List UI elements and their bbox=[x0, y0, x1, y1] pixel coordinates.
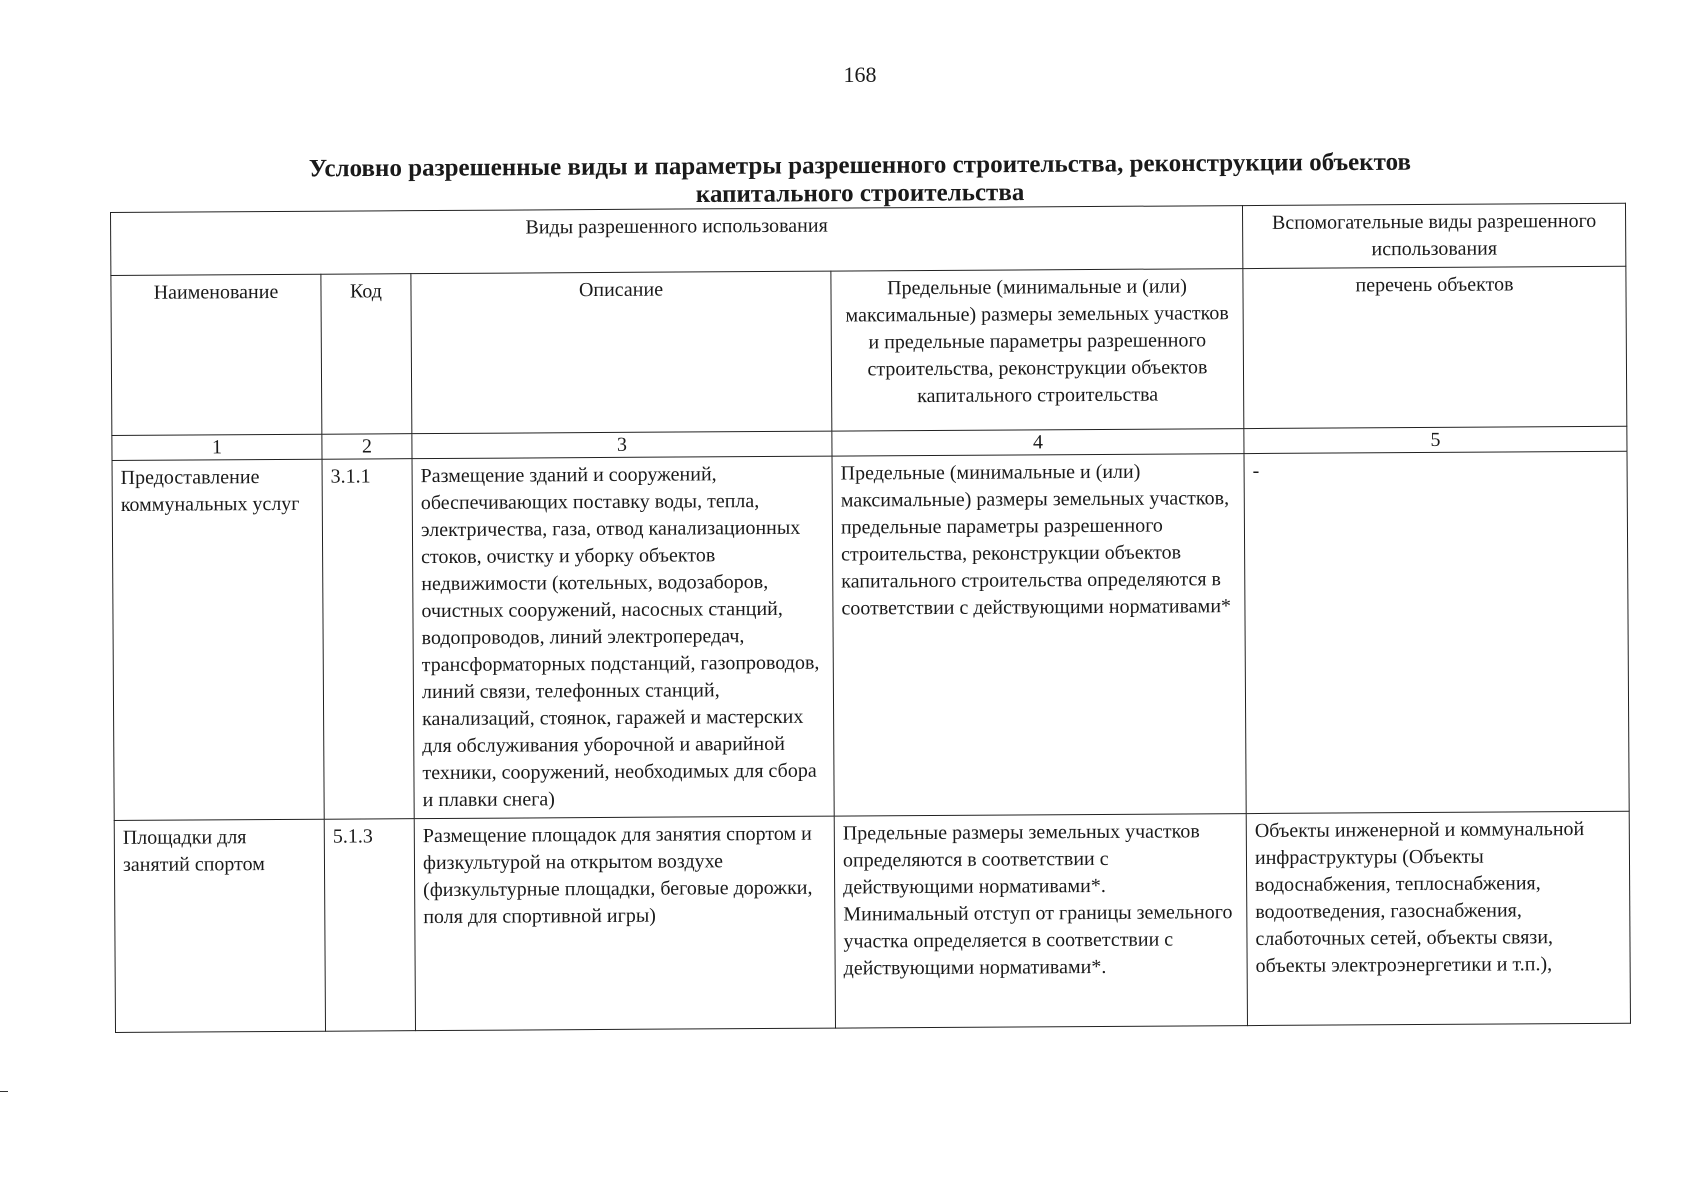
column-number: 1 bbox=[112, 434, 322, 460]
column-header-params: Предельные (минимальные и (или) максимальные) размеры земельных участков и предельные параметры разрешенного строительства, реконструкции объектов капитального строительства bbox=[831, 269, 1244, 432]
margin-mark bbox=[0, 1091, 8, 1092]
row-params-cell bbox=[834, 814, 1247, 1029]
group-header-main: Виды разрешенного использования bbox=[111, 206, 1243, 276]
column-number: 3 bbox=[412, 431, 832, 459]
row-name-cell: Площадки для занятий спортом bbox=[114, 819, 325, 1032]
row-aux-cell: Объекты инженерной и коммунальной инфраструктуры (Объекты водоснабжения, теплоснабжения, водоотведения, газоснабжения, слаботочных сетей, объекты связи, объекты электроэнергетики и т.п.), bbox=[1246, 811, 1630, 1025]
column-number: 4 bbox=[832, 429, 1244, 457]
column-header-description: Описание bbox=[411, 271, 832, 434]
column-number: 5 bbox=[1244, 426, 1627, 453]
column-header-code: Код bbox=[321, 274, 412, 435]
regulations-table-wrapper bbox=[110, 203, 1630, 1033]
row-aux-cell: - bbox=[1244, 451, 1629, 813]
group-header-row bbox=[111, 203, 1626, 275]
table-row bbox=[114, 811, 1630, 1032]
regulations-table bbox=[110, 203, 1631, 1033]
column-header-row bbox=[111, 266, 1627, 435]
document-title-line-1: Условно разрешенные виды и параметры разрешенного строительства, реконструкции объектов bbox=[308, 148, 1412, 183]
row-code-cell: 3.1.1 bbox=[322, 459, 414, 820]
group-header-aux: Вспомогательные виды разрешенного использования bbox=[1242, 203, 1625, 268]
row-code-cell: 5.1.3 bbox=[324, 819, 415, 1032]
page-number: 168 bbox=[843, 62, 877, 87]
column-header-name: Наименование bbox=[111, 274, 322, 435]
params-paragraph: Минимальный отступ от границы земельного участка определяется в соответствии с действующими нормативами*. bbox=[843, 901, 1233, 980]
row-name-cell: Предоставление коммунальных услуг bbox=[112, 459, 324, 820]
row-description-cell: Размещение площадок для занятия спортом и физкультурой на открытом воздухе (физкультурные площадки, беговые дорожки, поля для спортивной игры) bbox=[414, 816, 835, 1031]
row-params-cell: Предельные (минимальные и (или) максимальные) размеры земельных участков, предельные параметры разрешенного строительства, реконструкции объектов капитального строительства определяются в соответствии с действующими нормативами* bbox=[832, 454, 1246, 817]
column-header-objects: перечень объектов bbox=[1243, 266, 1627, 428]
row-description-cell: Размещение зданий и сооружений, обеспечивающих поставку воды, тепла, электричества, газа, отвод канализационных стоков, очистку и уборку объектов недвижимости (котельных, водозаборов, очистных сооружений, насосных станций, водопроводов, линий электропередач, трансформаторных подстанций, газопроводов, линий связи, телефонных станций, канализаций, стоянок, гаражей и мастерских для обслуживания уборочной и аварийной техники, сооружений, необходимых для сбора и плавки снега) bbox=[412, 456, 834, 819]
params-paragraph: Предельные размеры земельных участков определяются в соответствии с действующими нормативами*. bbox=[842, 820, 1200, 899]
document-title-line-2: капитального строительства bbox=[695, 178, 1025, 209]
document-title bbox=[200, 148, 1520, 212]
table-row bbox=[112, 451, 1629, 820]
column-number: 2 bbox=[322, 434, 412, 460]
